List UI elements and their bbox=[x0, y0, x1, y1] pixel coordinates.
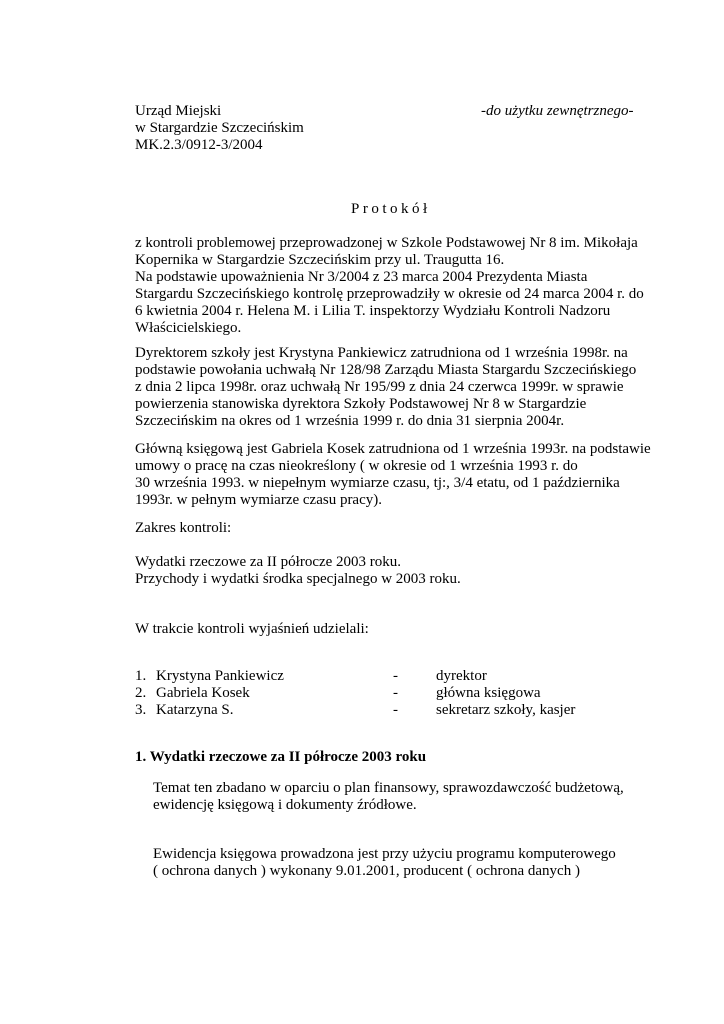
separator-dash: - bbox=[393, 668, 398, 684]
list-number: 1. bbox=[135, 668, 147, 684]
text-line: z dnia 2 lipca 1998r. oraz uchwałą Nr 195/99 z dnia 24 czerwca 1999r. w sprawie bbox=[135, 379, 624, 395]
section-heading: 1. Wydatki rzeczowe za II półrocze 2003 roku bbox=[135, 749, 427, 765]
classification-label: -do użytku zewnętrznego- bbox=[481, 103, 634, 119]
text-line: podstawie powołania uchwałą Nr 128/98 Zarządu Miasta Stargardu Szczecińskiego bbox=[135, 362, 637, 378]
explanations-label: W trakcie kontroli wyjaśnień udzielali: bbox=[135, 621, 369, 637]
person-name: Krystyna Pankiewicz bbox=[156, 668, 284, 684]
text-line: Dyrektorem szkoły jest Krystyna Pankiewicz zatrudniona od 1 września 1998r. na bbox=[135, 345, 628, 361]
document-title: Protokół bbox=[351, 201, 431, 217]
text-line: ewidencję księgową i dokumenty źródłowe. bbox=[153, 797, 417, 813]
text-line: powierzenia stanowiska dyrektora Szkoły Podstawowej Nr 8 w Stargardzie bbox=[135, 396, 587, 412]
list-number: 2. bbox=[135, 685, 147, 701]
person-role: główna księgowa bbox=[436, 685, 541, 701]
scope-item: Przychody i wydatki środka specjalnego w 2003 roku. bbox=[135, 571, 461, 587]
reference-number: MK.2.3/0912-3/2004 bbox=[135, 137, 263, 153]
office-location: w Stargardzie Szczecińskim bbox=[135, 120, 304, 136]
text-line: Ewidencja księgowa prowadzona jest przy użyciu programu komputerowego bbox=[153, 846, 616, 862]
person-name: Katarzyna S. bbox=[156, 702, 234, 718]
person-name: Gabriela Kosek bbox=[156, 685, 250, 701]
person-role: sekretarz szkoły, kasjer bbox=[436, 702, 576, 718]
text-line: Temat ten zbadano w oparciu o plan finansowy, sprawozdawczość budżetową, bbox=[153, 780, 624, 796]
separator-dash: - bbox=[393, 685, 398, 701]
text-line: 6 kwietnia 2004 r. Helena M. i Lilia T. inspektorzy Wydziału Kontroli Nadzoru bbox=[135, 303, 611, 319]
text-line: Kopernika w Stargardzie Szczecińskim przy ul. Traugutta 16. bbox=[135, 252, 505, 268]
scope-label: Zakres kontroli: bbox=[135, 520, 232, 536]
text-line: Szczecińskim na okres od 1 września 1999 r. do dnia 31 sierpnia 2004r. bbox=[135, 413, 565, 429]
text-line: ( ochrona danych ) wykonany 9.01.2001, producent ( ochrona danych ) bbox=[153, 863, 580, 879]
text-line: Stargardu Szczecińskiego kontrolę przeprowadziły w okresie od 24 marca 2004 r. do bbox=[135, 286, 644, 302]
separator-dash: - bbox=[393, 702, 398, 718]
text-line: 1993r. w pełnym wymiarze czasu pracy). bbox=[135, 492, 382, 508]
text-line: Właścicielskiego. bbox=[135, 320, 242, 336]
text-line: Główną księgową jest Gabriela Kosek zatrudniona od 1 września 1993r. na podstawie bbox=[135, 441, 651, 457]
person-role: dyrektor bbox=[436, 668, 487, 684]
text-line: 30 września 1993. w niepełnym wymiarze czasu, tj:, 3/4 etatu, od 1 października bbox=[135, 475, 620, 491]
office-name: Urząd Miejski bbox=[135, 103, 222, 119]
text-line: Na podstawie upoważnienia Nr 3/2004 z 23 marca 2004 Prezydenta Miasta bbox=[135, 269, 588, 285]
text-line: umowy o pracę na czas nieokreślony ( w okresie od 1 września 1993 r. do bbox=[135, 458, 578, 474]
text-line: z kontroli problemowej przeprowadzonej w Szkole Podstawowej Nr 8 im. Mikołaja bbox=[135, 235, 638, 251]
scope-item: Wydatki rzeczowe za II półrocze 2003 roku. bbox=[135, 554, 402, 570]
list-number: 3. bbox=[135, 702, 147, 718]
